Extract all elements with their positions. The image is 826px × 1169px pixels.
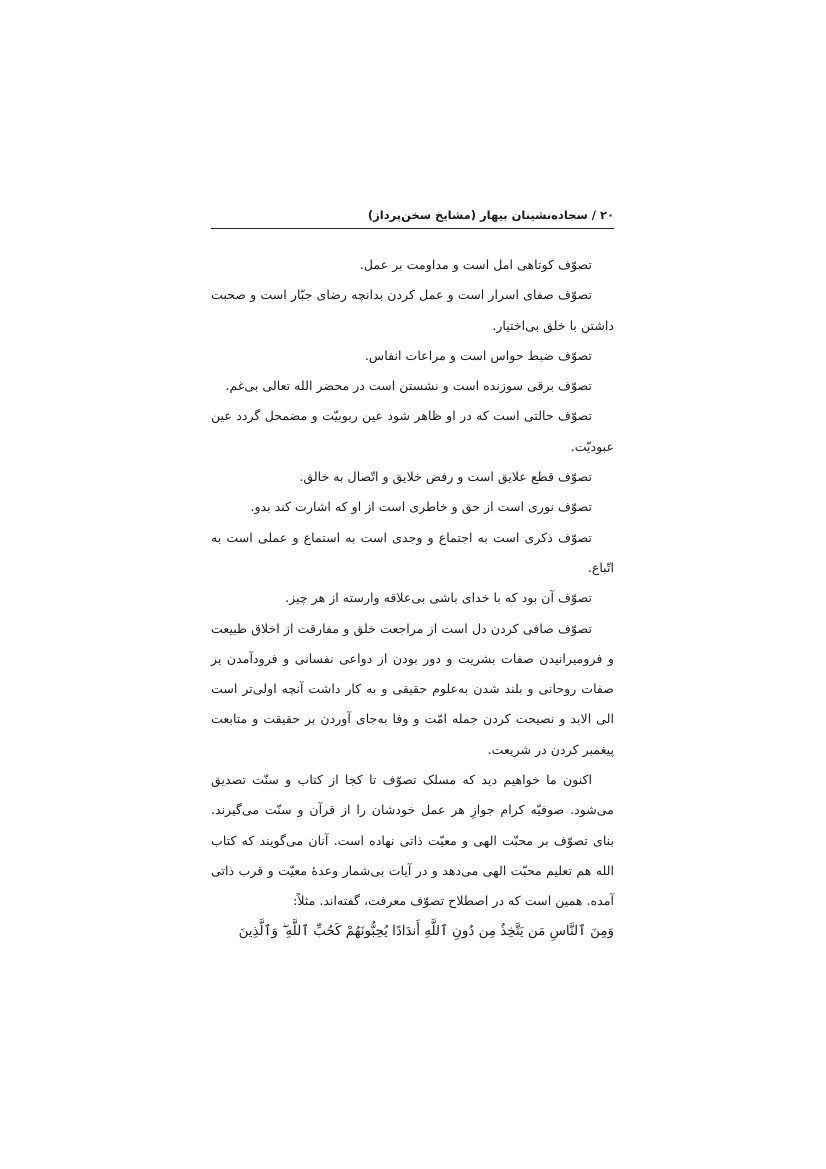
quran-verse: وَمِنَ ٱلنَّاسِ مَن يَتَّخِذُ مِن دُونِ ٱللَّهِ أَندَادًا يُحِبُّونَهُمْ كَحُبِّ ٱللَّهِ ۖ وَٱلَّذِينَ — [238, 923, 614, 939]
paragraph: تصوّف ذکری است به اجتماع و وجدی است به استماع و عملی است به اتّباع. — [211, 529, 614, 575]
paragraph: اکنون ما خواهیم دید که مسلک تصوّف تا کجا از کتاب و سنّت تصدیق می‌شود. صوفیّه کرام جوازِ هر عمل خودشان را از قرآن و سنّت می‌گیرند. بنای تصوّف بر محبّت الهی و معیّت ذاتی نهاده است. آنان می‌گویند که کتاب الله هم تعلیم محبّت الهی می‌دهد و در آیات بی‌شمار وعدهٔ معیّت و قرب ذاتی آمده. همین است که در اصطلاح تصوّف معرفت، گفته‌اند. مثلاً: — [211, 772, 614, 909]
book-title: سجاده‌نشینان بیهار (مشایخ سخن‌پرداز) — [367, 207, 588, 222]
book-page — [211, 201, 614, 947]
paragraph: تصوّف برقی سوزنده است و نشستن است در محضر الله تعالی بی‌غم. — [225, 378, 592, 394]
paragraph: تصوّف ضبط حواس است و مراعات انفاس. — [364, 347, 592, 363]
paragraph: تصوّف کوتاهی امل است و مداومت بر عمل. — [359, 257, 592, 272]
paragraph: تصوّف قطع علایق است و رفض خلایق و اتّصال به خالق. — [299, 469, 592, 485]
paragraph: تصوّف آن بود که با خدای باشی بی‌علاقه وارسته از هر چیز. — [285, 590, 592, 606]
page-number: ۲۰ — [599, 207, 614, 222]
paragraph: تصوّف حالتی است که در او ظاهر شود عین ربوبیّت و مضمحل گردد عین عبودیّت. — [211, 408, 614, 454]
running-header — [211, 201, 614, 229]
header-separator: / — [591, 207, 596, 222]
paragraph: تصوّف صافی کردن دل است از مراجعت خلق و مفارقت از اخلاق طبیعت و فرومیرانیدن صفات بشریت و دور بودن از دواعی نفسانی و فرودآمدن بر صفات روحانی و بلند شدن به‌علوم حقیقی و به کار داشت آنچه اولی‌تر است الی الابد و نصیحت کردن جمله امّت و وفا به‌جای آوردن بر حقیقت و متابعت پیغمبر کردن در شریعت. — [211, 620, 614, 757]
page-body — [211, 250, 614, 947]
paragraph: تصوّف صفای اسرار است و عمل کردن بدانچه رضای جبّار است و صحبت داشتن با خلق بی‌اختیار. — [211, 287, 614, 333]
paragraph: تصوّف نوری است از حق و خاطری است از او که اشارت کند بدو. — [250, 499, 592, 515]
